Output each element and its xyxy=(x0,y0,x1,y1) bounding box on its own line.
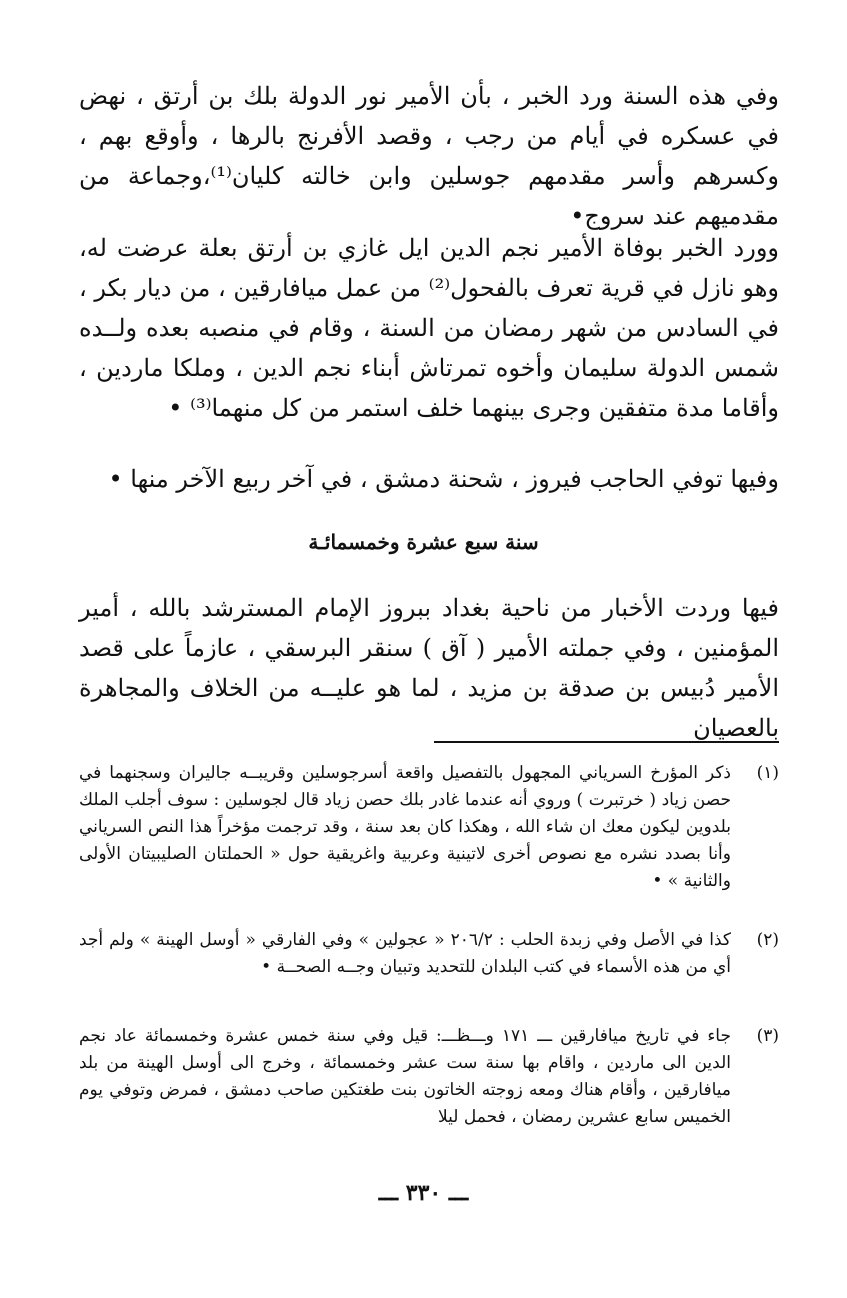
footnote-text: جاء في تاريخ ميافارقين ـــ ١٧١ وـــظـــ: قيل وفي سنة خمس عشرة وخمسمائة عاد نجم الدين الى ماردين ، واقام بها سنة ست عشر وخمسمائة ، وخرج الى أوسل الهينة من بلد ميافارقين ، وأقام هناك ومعه زوجته الخاتون بنت طغتكين صاحب دمشق ، فمرض وتوفي يوم الخميس سابع عشرين رمضان ، فحمل ليلا xyxy=(79,1026,731,1127)
footnote-3 xyxy=(79,1023,779,1131)
section-heading: سنة سبع عشرة وخمسمائـة xyxy=(308,530,539,554)
paragraph-3: وفيها توفي الحاجب فيروز ، شحنة دمشق ، في آخر ربيع الآخر منها • xyxy=(108,465,779,493)
footnote-1 xyxy=(79,760,779,895)
footnote-number: (٢) xyxy=(756,930,779,950)
paragraph-4: فيها وردت الأخبار من ناحية بغداد ببروز الإمام المسترشد بالله ، أمير المؤمنين ، وفي جملته الأمير ( آق ) سنقر البرسقي ، عازماً على قصد الأمير دُبيس بن صدقة بن مزيد ، لما هو عليــه من الخلاف والمجاهرة بالعصيان xyxy=(79,594,779,742)
paragraph-1: وفي هذه السنة ورد الخبر ، بأن الأمير نور الدولة بلك بن أرتق ، نهض في عسكره في أيام من رجب ، وقصد الأفرنج بالرها ، وأوقع بهم ، وكسرهم وأسر مقدمهم جوسلين وابن خالته كليان⁽¹⁾،وجماعة من مقدميهم عند سروج• xyxy=(79,82,779,230)
paragraph-2: وورد الخبر بوفاة الأمير نجم الدين ايل غازي بن أرتق بعلة عرضت له، وهو نازل في قرية تعرف بالفحول⁽²⁾ من عمل ميافارقين ، من ديار بكر ، في السادس من شهر رمضان من السنة ، وقام في منصبه بعده ولــده شمس الدولة سليمان وأخوه تمرتاش أبناء نجم الدين ، وملكا ماردين ، وأقاما مدة متفقين وجرى بينهما خلف استمر من كل منهما⁽³⁾ • xyxy=(79,234,780,422)
footnote-text: ذكر المؤرخ السرياني المجهول بالتفصيل واقعة أسرجوسلين وقريبــه جاليران وسجنهما في حصن زياد ( خرتبرت ) وروي أنه عندما غادر بلك حصن زياد قال لجوسلين : سوف أجلب الملك بلدوين ليكون معك ان شاء الله ، وهكذا كان بعد سنة ، وقد ترجمت مؤخراً هذا النص السرياني وأنا بصدد نشره مع نصوص أخرى لاتينية وعربية واغريقية حول « الحملتان الصليبيتان الأولى والثانية » • xyxy=(79,763,731,891)
footnote-2 xyxy=(79,927,779,981)
footnote-divider xyxy=(434,741,779,743)
footnote-text: كذا في الأصل وفي زبدة الحلب : ٢٠٦/٢ « عجولين » وفي الفارقي « أوسل الهينة » ولم أجد أي من هذه الأسماء في كتب البلدان للتحديد وتبيان وجــه الصحــة • xyxy=(79,930,731,977)
page-number: ـــ ٣٣٠ ـــ xyxy=(378,1180,469,1206)
footnote-number: (٣) xyxy=(756,1026,779,1046)
footnote-number: (١) xyxy=(756,763,779,783)
